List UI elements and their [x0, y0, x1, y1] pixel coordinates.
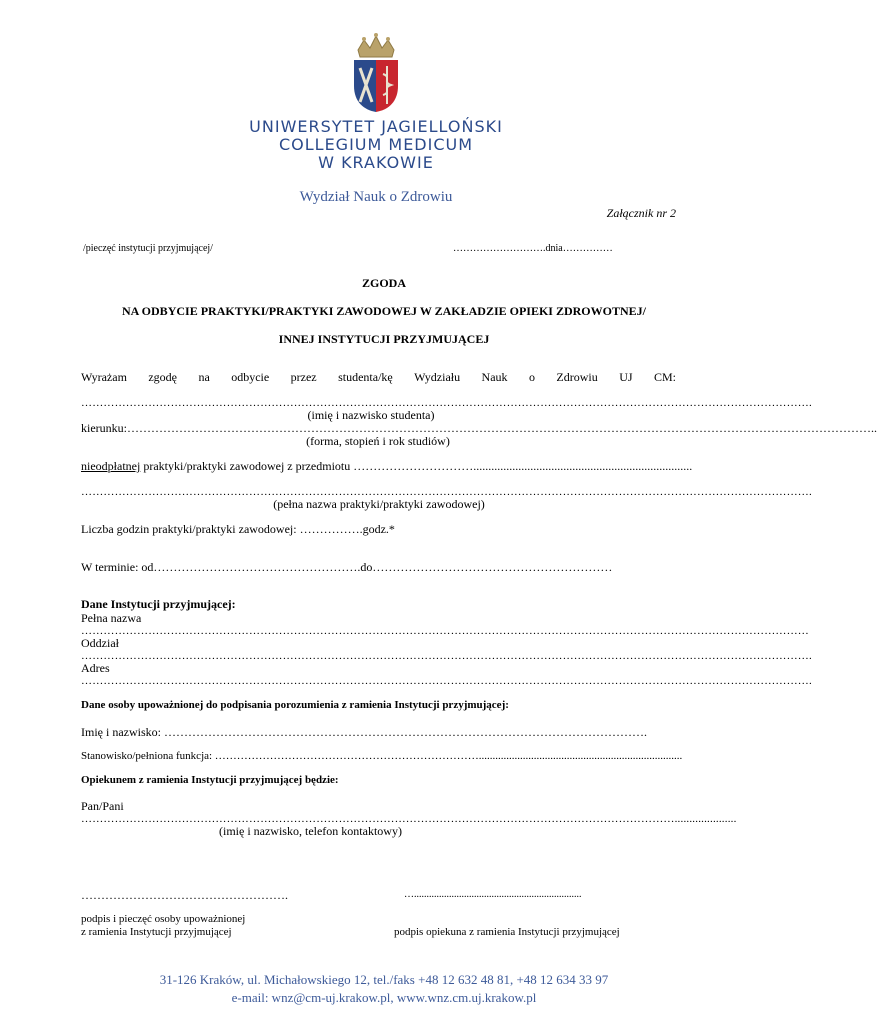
student-name-field[interactable]: ……………………………………………………………………………………………………………………………………………………………………………. — [81, 397, 812, 409]
authorized-signature-caption-line2: z ramienia Instytucji przyjmującej — [81, 926, 232, 938]
consent-word: CM: — [653, 370, 676, 384]
institution-address-label: Adres — [81, 661, 110, 675]
university-name-line2: COLLEGIUM MEDICUM — [278, 135, 474, 154]
hours-field[interactable]: Liczba godzin praktyki/praktyki zawodowej: …………….godz.* — [81, 522, 395, 536]
subject-field[interactable]: praktyki/praktyki zawodowej z przedmiotu …………………………......................................................................... — [140, 459, 693, 473]
consent-word: UJ — [619, 370, 633, 384]
shield-icon — [354, 60, 398, 112]
consent-word: na — [198, 370, 210, 384]
institution-full-name-label: Pełna nazwa — [81, 611, 142, 625]
supervisor-label: Pan/Pani — [81, 799, 124, 813]
document-title: ZGODA — [361, 276, 406, 290]
field-of-study-caption: (forma, stopień i rok studiów) — [306, 434, 450, 448]
consent-word: Wyrażam — [81, 370, 127, 384]
footer-address: 31-126 Kraków, ul. Michałowskiego 12, tel./faks +48 12 632 48 81, +48 12 634 33 97 — [159, 972, 609, 987]
practice-name-field[interactable]: ……………………………………………………………………………………………………………………………………………………………………………. — [81, 486, 812, 498]
date-field: ……………………….dnia…………… — [453, 243, 613, 254]
authorized-heading: Dane osoby upoważnionej do podpisania porozumienia z ramienia Instytucji przyjmującej: — [81, 699, 509, 711]
unpaid-label: nieodpłatnej — [81, 459, 141, 473]
consent-word: Wydziału — [414, 370, 461, 384]
consent-word: odbycie — [231, 370, 270, 384]
supervisor-field[interactable]: ……………………………………………………………………………………………………………………………………………..................... — [81, 813, 737, 825]
student-name-caption: (imię i nazwisko studenta) — [307, 408, 435, 422]
institution-full-name-field[interactable]: …………………………………………………………………………………………………………………………………………………………………………… — [81, 625, 809, 637]
consent-word: studenta/kę — [338, 370, 393, 384]
university-crest-icon — [240, 30, 512, 120]
consent-word: zgodę — [148, 370, 178, 384]
faculty-name: Wydział Nauk o Zdrowiu — [299, 189, 453, 205]
institution-heading: Dane Instytucji przyjmującej: — [81, 597, 236, 611]
consent-word: Zdrowiu — [556, 370, 598, 384]
institution-branch-field[interactable]: ……………………………………………………………………………………………………………………………………………………………………………. — [81, 650, 812, 662]
supervisor-heading: Opiekunem z ramienia Instytucji przyjmującej będzie: — [81, 774, 339, 786]
document-subtitle-line2: INNEJ INSTYTUCJI PRZYJMUJĄCEJ — [278, 332, 490, 346]
authorized-signature-caption-line1: podpis i pieczęć osoby upoważnionej — [81, 913, 246, 925]
consent-word: przez — [290, 370, 317, 384]
term-field[interactable]: W terminie: od…………………………………………….do…………………………………………………… — [81, 560, 613, 574]
authorized-signature-field[interactable]: ……………………………………………. — [81, 888, 288, 902]
consent-word: Nauk — [481, 370, 508, 384]
field-of-study-row — [81, 421, 877, 435]
consent-intro — [81, 370, 676, 384]
authorized-name-field[interactable]: Imię i nazwisko: …………………………………………………………………………………………………………. — [81, 725, 647, 739]
supervisor-caption: (imię i nazwisko, telefon kontaktowy) — [219, 824, 402, 838]
field-of-study-field[interactable]: …………………………………………………………………………………………………………………………………………………………………….. — [127, 421, 877, 435]
university-name-line3: W KRAKOWIE — [318, 153, 434, 172]
institution-branch-label: Oddział — [81, 636, 119, 650]
attachment-label: Załącznik nr 2 — [606, 206, 676, 220]
university-name-line1: UNIWERSYTET JAGIELLOŃSKI — [249, 117, 503, 136]
institution-address-field[interactable]: ……………………………………………………………………………………………………………………………………………………………………………. — [81, 675, 812, 687]
subject-row — [81, 459, 693, 473]
supervisor-signature-caption: podpis opiekuna z ramienia Instytucji przyjmującej — [394, 926, 620, 938]
supervisor-signature-field[interactable]: …................................................................... — [404, 889, 582, 900]
crown-icon — [358, 33, 394, 57]
stamp-label: /pieczęć instytucji przyjmującej/ — [83, 243, 213, 254]
field-of-study-label: kierunku: — [81, 421, 127, 435]
consent-word: o — [528, 370, 535, 384]
authorized-position-field[interactable]: Stanowisko/pełniona funkcja: ……………………………………………………………….......................................................................... — [81, 750, 683, 762]
footer-contact: e-mail: wnz@cm-uj.krakow.pl, www.wnz.cm.uj.krakow.pl — [231, 990, 537, 1005]
document-subtitle-line1: NA ODBYCIE PRAKTYKI/PRAKTYKI ZAWODOWEJ W ZAKŁADZIE OPIEKI ZDROWOTNEJ/ — [122, 304, 646, 318]
practice-name-caption: (pełna nazwa praktyki/praktyki zawodowej) — [273, 497, 485, 511]
